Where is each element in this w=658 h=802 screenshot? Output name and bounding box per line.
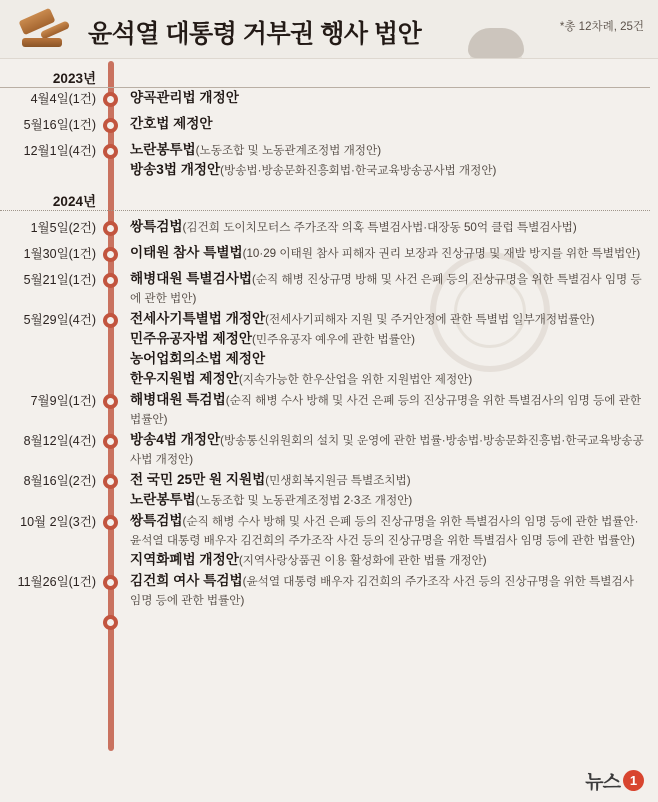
list-item	[130, 551, 648, 570]
bill-detail: (김건희 도이치모터스 주가조작 의혹 특별검사법·대장동 50억 클럽 특별검사법)	[182, 221, 577, 234]
bill-title: 간호법 제정안	[130, 116, 213, 131]
timeline-dot-icon	[103, 92, 118, 107]
list-item	[130, 89, 648, 108]
bill-title: 이태원 참사 특별법	[130, 245, 243, 260]
list-item	[130, 471, 648, 490]
bill-detail: (순직 해병 진상규명 방해 및 사건 은폐 등의 진상규명을 위한 특별검사 임명 등에 관한 법안)	[130, 273, 642, 305]
row-date: 5월16일(1건)	[23, 118, 96, 132]
timeline-row[interactable]	[0, 218, 658, 242]
bill-detail: (방송법·방송문화진흥회법·한국교육방송공사법 개정안)	[220, 164, 497, 177]
row-items	[130, 471, 658, 510]
timeline-dot-icon	[103, 615, 118, 630]
bill-title: 지역화폐법 개정안	[130, 552, 239, 567]
timeline-row[interactable]	[0, 512, 658, 570]
row-items	[130, 218, 658, 237]
list-item	[130, 370, 648, 389]
timeline-dot-icon	[103, 273, 118, 288]
timeline-row[interactable]	[0, 391, 658, 429]
list-item	[130, 330, 648, 349]
timeline-dot-icon	[103, 118, 118, 133]
timeline-dot-icon	[103, 434, 118, 449]
bill-detail: (노동조합 및 노동관계조정법 2·3조 개정안)	[195, 494, 413, 507]
logo-text: 뉴스	[585, 772, 620, 793]
bill-title: 김건희 여사 특검법	[130, 573, 243, 588]
list-item	[130, 141, 648, 160]
total-count-note: *총 12차례, 25건	[559, 21, 644, 33]
bill-title: 해병대원 특별검사법	[130, 271, 252, 286]
row-date: 12월1일(4건)	[23, 144, 96, 158]
bill-title: 쌍특검법	[130, 219, 183, 234]
list-item	[130, 244, 648, 263]
row-items	[130, 244, 658, 263]
row-date: 8월12일(4건)	[23, 434, 96, 448]
bill-title: 한우지원법 제정안	[130, 371, 239, 386]
row-date: 1월30일(1건)	[23, 247, 96, 261]
timeline-dot-icon	[103, 247, 118, 262]
bill-detail: (방송통신위원회의 설치 및 운영에 관한 법률·방송법·방송문화진흥법·한국교육방송공사법 개정안)	[130, 434, 644, 466]
timeline-row[interactable]	[0, 141, 658, 180]
timeline-dot-icon	[103, 394, 118, 409]
list-item	[130, 161, 648, 180]
bill-detail: (전세사기피해자 지원 및 주거안정에 관한 특별법 일부개정법률안)	[265, 313, 595, 326]
row-items	[130, 391, 658, 429]
year-label: 2023년	[52, 71, 96, 86]
timeline-row[interactable]	[0, 115, 658, 139]
timeline-dot-icon	[103, 221, 118, 236]
bill-detail: (지역사랑상품권 이용 활성화에 관한 법률 개정안)	[238, 554, 487, 567]
timeline-row[interactable]	[0, 471, 658, 510]
year-header-2024	[0, 190, 658, 212]
list-item	[130, 391, 648, 429]
header	[0, 0, 658, 59]
bill-title: 전세사기특별법 개정안	[130, 311, 266, 326]
bill-title: 전 국민 25만 원 지원법	[130, 472, 266, 487]
list-item	[130, 270, 648, 308]
bill-title: 양곡관리법 개정안	[130, 90, 239, 105]
bill-detail: (순직 해병 수사 방해 및 사건 은폐 등의 진상규명을 위한 특별검사의 임명 등에 관한 법률안·윤석열 대통령 배우자 김건희의 주가조작 사건 등의 진상규명을 위한 특별검사 임명 등에 관한 법률안)	[130, 515, 639, 547]
list-item	[130, 350, 648, 369]
timeline-row[interactable]	[0, 310, 658, 389]
bill-detail: (민주유공자 예우에 관한 법률안)	[251, 333, 415, 346]
year-divider	[0, 87, 650, 88]
bill-title: 해병대원 특검법	[130, 392, 226, 407]
row-date: 1월5일(2건)	[30, 221, 96, 235]
president-portrait-silhouette	[430, 0, 562, 59]
year-label: 2024년	[52, 194, 96, 209]
timeline	[0, 59, 658, 759]
timeline-row[interactable]	[0, 89, 658, 113]
timeline-dot-icon	[103, 474, 118, 489]
timeline-dot-icon	[103, 575, 118, 590]
row-date: 7월9일(1건)	[30, 394, 96, 408]
bill-title: 농어업회의소법 제정안	[130, 351, 266, 366]
row-items	[130, 310, 658, 389]
bill-title: 방송4법 개정안	[130, 432, 221, 447]
row-date: 8월16일(2건)	[23, 474, 96, 488]
row-items	[130, 431, 658, 469]
gavel-icon	[14, 8, 76, 52]
list-item	[130, 491, 648, 510]
bill-detail: (순직 해병 수사 방해 및 사건 은폐 등의 진상규명을 위한 특별검사의 임명 등에 관한 법률안)	[130, 394, 642, 426]
bill-detail: (윤석열 대통령 배우자 김건희의 주가조작 사건 등의 진상규명을 위한 특별검사 임명 등에 관한 법률안)	[130, 575, 634, 607]
bill-detail: (노동조합 및 노동관계조정법 개정안)	[195, 144, 382, 157]
timeline-row[interactable]	[0, 572, 658, 610]
bill-detail: (민생회복지원금 특별조치법)	[265, 474, 411, 487]
timeline-row[interactable]	[0, 431, 658, 469]
logo-badge: 1	[623, 770, 644, 791]
row-date: 5월21일(1건)	[23, 273, 96, 287]
list-item	[130, 431, 648, 469]
timeline-dot-icon	[103, 313, 118, 328]
timeline-row[interactable]	[0, 270, 658, 308]
year-header-2023	[0, 67, 658, 89]
row-date: 11월26일(1건)	[17, 575, 96, 589]
bill-title: 쌍특검법	[130, 513, 183, 528]
row-items	[130, 115, 658, 134]
bill-title: 노란봉투법	[130, 142, 196, 157]
bill-title: 노란봉투법	[130, 492, 196, 507]
news1-logo	[585, 767, 644, 794]
timeline-row[interactable]	[0, 244, 658, 268]
bill-detail: (10·29 이태원 참사 피해자 권리 보장과 진상규명 및 재발 방지를 위한 특별법안)	[242, 247, 641, 260]
row-items	[130, 89, 658, 108]
row-items	[130, 141, 658, 180]
list-item	[130, 218, 648, 237]
row-date: 5월29일(4건)	[23, 313, 96, 327]
timeline-row[interactable]	[0, 612, 658, 636]
bill-title: 방송3법 개정안	[130, 162, 221, 177]
row-items	[130, 512, 658, 570]
page-title: 윤석열 대통령 거부권 행사 법안	[88, 20, 422, 48]
list-item	[130, 115, 648, 134]
row-items	[130, 572, 658, 610]
list-item	[130, 512, 648, 550]
timeline-dot-icon	[103, 144, 118, 159]
row-date: 4월4일(1건)	[30, 92, 96, 106]
timeline-dot-icon	[103, 515, 118, 530]
list-item	[130, 572, 648, 610]
year-divider	[0, 210, 650, 211]
row-items	[130, 270, 658, 308]
bill-detail: (지속가능한 한우산업을 위한 지원법안 제정안)	[238, 373, 473, 386]
list-item	[130, 310, 648, 329]
bill-title: 민주유공자법 제정안	[130, 331, 252, 346]
row-date: 10월 2일(3건)	[20, 515, 96, 529]
